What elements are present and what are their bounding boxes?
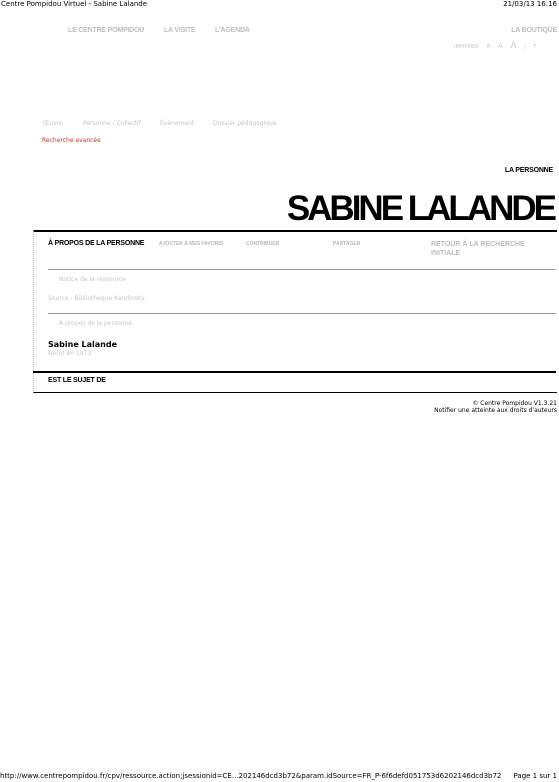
- font-size-large-button[interactable]: A: [510, 41, 517, 51]
- back-to-search-link[interactable]: RETOUR À LA RECHERCHE INITIALE: [431, 241, 525, 257]
- divider: [33, 371, 556, 373]
- contribute-button[interactable]: CONTRIBUER: [246, 241, 280, 247]
- notice-label: Notice de la ressource: [59, 276, 126, 283]
- search-tab-oeuvre[interactable]: Œuvre: [43, 120, 63, 127]
- print-footer-url: http://www.centrepompidou.fr/cpv/ressource.action;jsessionid=CE...202146dcd3b72&param.idSource=FR_P-6f6defd051753d6202146dcd3b72: [0, 772, 502, 780]
- notice-source: Source : Bibliothèque Kandinsky: [48, 295, 145, 302]
- about-person-label: À propos de la personne: [59, 320, 133, 327]
- nav-agenda[interactable]: L'AGENDA: [215, 27, 250, 34]
- page-tools: [454, 41, 542, 51]
- font-size-small-button[interactable]: A: [486, 43, 491, 50]
- nav-centre-pompidou[interactable]: LE CENTRE POMPIDOU: [68, 27, 145, 34]
- person-name: Sabine Lalande: [48, 340, 118, 349]
- font-size-medium-button[interactable]: A: [498, 42, 503, 50]
- divider: [48, 269, 556, 270]
- tools-separator: |: [524, 44, 526, 50]
- print-footer-page: Page 1 sur 1: [513, 772, 557, 780]
- search-tab-evenement[interactable]: Événement: [160, 120, 195, 127]
- print-link[interactable]: IMPRIMER: [454, 44, 479, 50]
- nav-boutique[interactable]: LA BOUTIQUE: [511, 27, 557, 34]
- tab-about-person[interactable]: À PROPOS DE LA PERSONNE: [48, 240, 145, 247]
- print-header-title: Centre Pompidou Virtuel - Sabine Lalande: [1, 0, 148, 8]
- advanced-search-link[interactable]: Recherche avancée: [42, 137, 101, 144]
- subject-heading: EST LE SUJET DE: [48, 377, 106, 384]
- add-favorites-button[interactable]: AJOUTER À MES FAVORIS: [159, 241, 224, 247]
- copyright: © Centre Pompidou V1.3.21: [472, 400, 557, 407]
- share-button[interactable]: PARTAGER: [333, 241, 361, 247]
- search-tab-dossier[interactable]: Dossier pédagogique: [213, 120, 277, 127]
- print-header-datetime: 21/03/13 16:16: [503, 0, 557, 8]
- divider: [48, 313, 556, 314]
- search-tab-personne[interactable]: Personne / Collectif: [83, 120, 141, 127]
- report-link[interactable]: Notifier une atteinte aux droits d'auteurs: [434, 407, 557, 414]
- page-kicker: LA PERSONNE: [504, 167, 553, 174]
- tools-extra-link[interactable]: F: [533, 44, 537, 50]
- page-title: SABINE LALANDE: [286, 189, 554, 228]
- nav-la-visite[interactable]: LA VISITE: [164, 27, 196, 34]
- person-dates: Né(e) en 1973: [48, 350, 92, 357]
